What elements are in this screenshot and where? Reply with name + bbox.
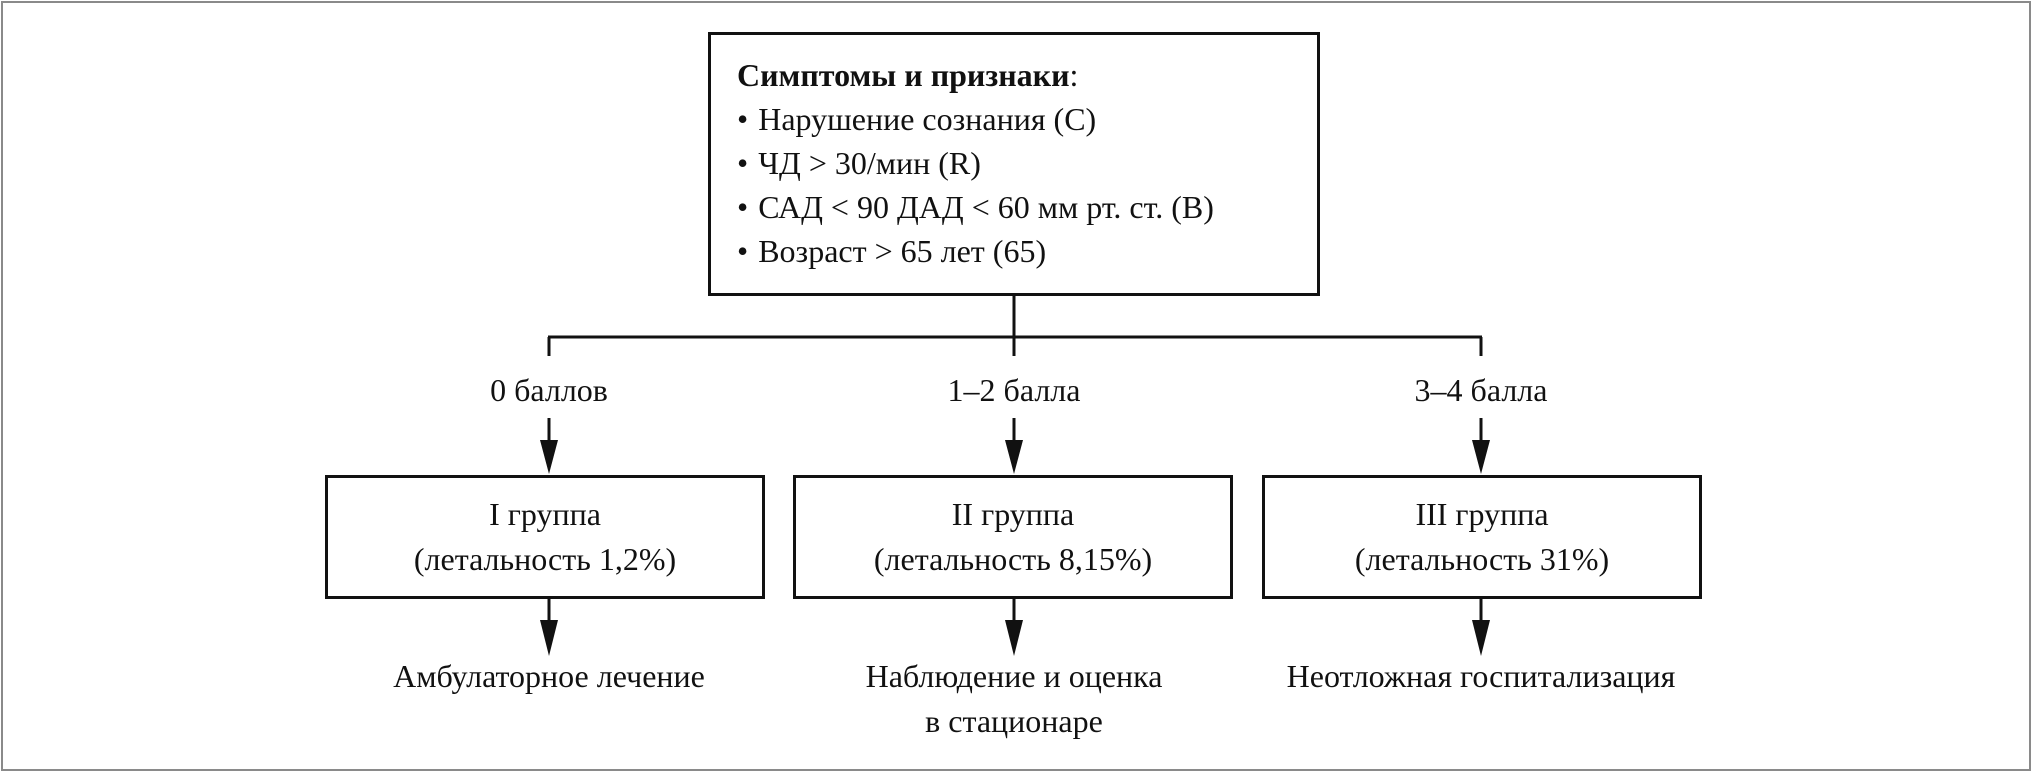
- symptoms-title: Симптомы и признаки:: [737, 57, 1079, 93]
- group-name: III группа: [1415, 496, 1549, 532]
- symptom-item: • Возраст > 65 лет (65): [737, 229, 1317, 273]
- symptom-item: • САД < 90 ДАД < 60 мм рт. ст. (В): [737, 185, 1317, 229]
- group-box-1: [325, 475, 765, 599]
- outcome-3: [1221, 654, 1741, 699]
- group-box-2: [793, 475, 1233, 599]
- outcome-2: [754, 654, 1274, 744]
- outcome-line: Амбулаторное лечение: [393, 658, 705, 694]
- score-label-2: 1–2 балла: [947, 372, 1081, 408]
- group-name: I группа: [489, 496, 601, 532]
- arrowhead-outcome-1: [540, 620, 558, 656]
- score-label-3: 3–4 балла: [1414, 372, 1548, 408]
- symptom-item: • ЧД > 30/мин (R): [737, 141, 1317, 185]
- group-mortality: (летальность 8,15%): [873, 541, 1153, 577]
- arrowhead-outcome-3: [1472, 620, 1490, 656]
- group-mortality: (летальность 1,2%): [413, 541, 677, 577]
- score-label-1: 0 баллов: [490, 372, 608, 408]
- arrowhead-outcome-2: [1005, 620, 1023, 656]
- arrowhead-group-1: [540, 440, 558, 474]
- symptoms-box: [708, 32, 1320, 296]
- arrowhead-group-2: [1005, 440, 1023, 474]
- group-name: II группа: [951, 496, 1075, 532]
- symptoms-list: [737, 97, 1317, 273]
- outcome-line: Наблюдение и оценка: [865, 658, 1163, 694]
- group-mortality: (летальность 31%): [1354, 541, 1610, 577]
- arrowhead-group-3: [1472, 440, 1490, 474]
- group-box-3: [1262, 475, 1702, 599]
- symptom-item: • Нарушение сознания (С): [737, 97, 1317, 141]
- outcome-1: [289, 654, 809, 699]
- outcome-line: в стационаре: [925, 703, 1103, 739]
- outcome-line: Неотложная госпитализация: [1286, 658, 1676, 694]
